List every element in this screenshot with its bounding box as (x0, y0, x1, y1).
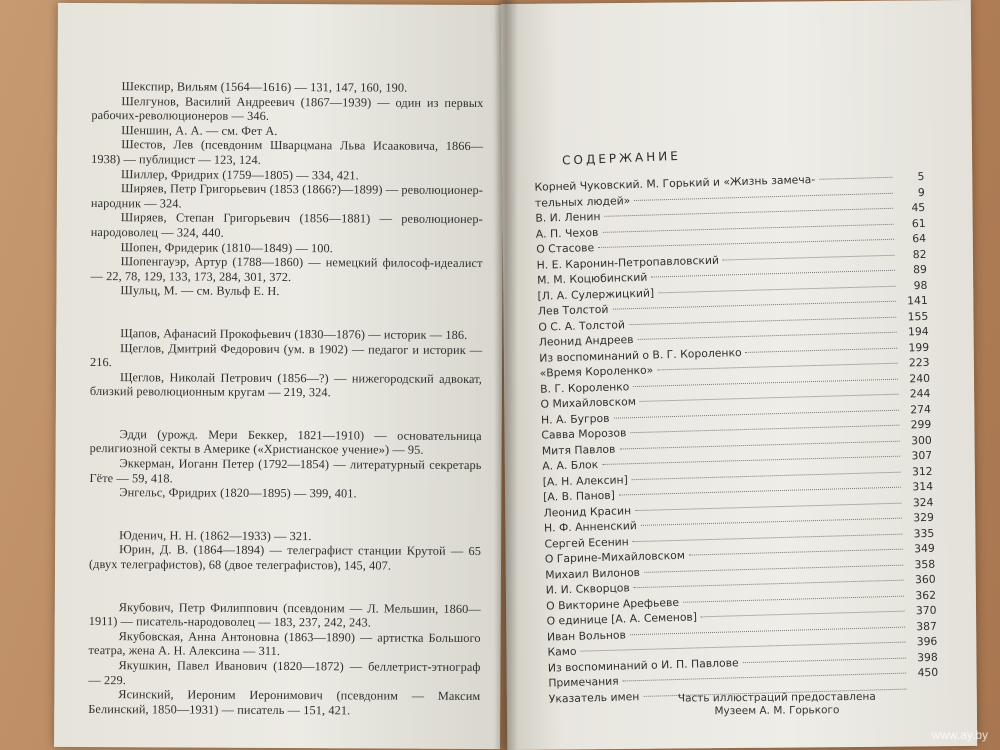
index-entry: Щеглов, Дмитрий Федорович (ум. в 1902) — педагог и историк — 216. (90, 340, 483, 370)
toc-entry-title: О Гарине-Михайловском (544, 548, 686, 566)
toc-leader-dots (623, 673, 907, 682)
name-index (88, 79, 483, 746)
toc-entry-title: Иван Вольнов (546, 627, 627, 644)
toc-page-number: 155 (907, 309, 929, 323)
toc-entry-title: И. И. Скворцов (545, 581, 630, 597)
toc-leader-dots (633, 378, 898, 386)
toc-entry-title: Н. Ф. Анненский (543, 519, 638, 535)
toc-leader-dots (819, 177, 892, 180)
toc-page-number: 223 (908, 355, 930, 370)
toc-entry-title: [А. В. Панов] (542, 488, 616, 504)
toc-entry-title: О единице [А. А. Семенов] (546, 610, 698, 628)
index-entry: Шопен, Фридерик (1810—1849) — 100. (120, 239, 334, 255)
toc-leader-dots (630, 626, 905, 635)
toc-leader-dots (651, 270, 895, 278)
index-entry: Щеглов, Николай Петрович (1856—?) — нижегородский адвокат, близкий революционным кругам — 219, 324. (89, 369, 483, 400)
toc-entry-title: О Михайловском (540, 395, 637, 411)
toc-entry-title: Н. А. Бугров (540, 411, 610, 427)
toc-entry-title: Из воспоминаний о В. Г. Короленко (539, 345, 742, 365)
toc-leader-dots (641, 518, 902, 526)
toc-page-number: 199 (908, 340, 930, 354)
toc-leader-dots (633, 533, 903, 542)
toc-page-number: 45 (911, 200, 926, 215)
index-entry: Шиллер, Фридрих (1759—1805) — 334, 421. (121, 166, 359, 182)
toc-page-number: 194 (907, 324, 929, 339)
toc-page-number: 240 (909, 371, 931, 385)
index-entry: Эккерман, Иоганн Петер (1792—1854) — литературный секретарь Гёте — 59, 418. (89, 456, 482, 486)
index-entry: Шеншин, А. А. — см. Фет А. (121, 122, 278, 138)
index-entry: Юрин, Д. В. (1864—1894) — телеграфист станции Крутой — 65 (двух телеграфистов), 68 (двое телеграфистов), 145, 407. (88, 542, 482, 573)
toc-leader-dots (723, 254, 895, 260)
toc-page-number: 141 (907, 293, 928, 308)
index-entry: Щапов, Афанасий Прокофьевич (1830—1876) — историк — 186. (120, 326, 468, 342)
index-group (88, 600, 481, 719)
toc-page-number: 335 (913, 526, 935, 540)
toc-page-number: 312 (911, 464, 933, 478)
toc-entry-title: Сергей Есенин (544, 534, 629, 551)
book-gutter (494, 0, 518, 750)
toc-entry-title: Из воспоминаний о И. П. Павлове (547, 655, 739, 675)
index-entry: Юденич, Н. Н. (1862—1933) — 321. (119, 528, 312, 544)
toc-page-number: 370 (915, 603, 937, 618)
index-entry: Шульц, М. — см. Вульф Е. Н. (120, 283, 280, 299)
toc-leader-dots (683, 595, 904, 602)
credit-line-2: Музеем А. М. Горького (714, 704, 840, 718)
toc-entry-title: Камо (547, 644, 577, 659)
index-entry: Энгельс, Фридрих (1820—1895) — 399, 401. (119, 485, 357, 501)
index-entry: Шекспир, Вильям (1564—1616) — 131, 147, 160, 190. (121, 79, 408, 95)
toc-entry-title: В. И. Ленин (535, 209, 601, 225)
index-group (89, 427, 481, 502)
toc-leader-dots (640, 394, 899, 402)
toc-leader-dots (612, 301, 895, 310)
toc-page-number: 244 (909, 386, 931, 401)
credit-line-1: Часть иллюстраций предоставлена (677, 690, 876, 705)
toc-title: СОДЕРЖАНИЕ (561, 148, 682, 168)
index-entry: Шопенгауэр, Артур (1788—1860) — немецкий философ-идеалист — 22, 78, 129, 133, 173, 284, 301, 372. (90, 254, 483, 284)
toc-leader-dots (630, 425, 899, 434)
index-entry: Ширяев, Степан Григорьевич (1856—1881) — революционер-народоволец — 324, 440. (90, 210, 483, 240)
toc-page-number: 82 (912, 247, 927, 261)
toc-leader-dots (604, 208, 893, 217)
toc-entry-title: Митя Павлов (541, 442, 616, 458)
toc-entry-title: «Время Короленко» (539, 363, 654, 380)
toc-leader-dots (613, 409, 898, 418)
toc-leader-dots (638, 332, 897, 340)
index-entry: Ширяев, Петр Григорьевич (1853 (1866?)—1899) — революционер-народник — 324. (90, 181, 484, 211)
toc-page-number: 61 (911, 216, 926, 230)
toc-leader-dots (657, 363, 897, 371)
toc-leader-dots (634, 580, 904, 589)
toc-page-number: 362 (915, 588, 937, 602)
toc-leader-dots (629, 316, 896, 324)
toc-leader-dots (644, 564, 903, 572)
toc-entry-title: О С. А. Толстой (538, 317, 626, 334)
index-entry: Шелгунов, Василий Андреевич (1867—1939) — один из первых рабочих-революционеров — 346. (91, 93, 484, 124)
index-entry: Эдди (урожд. Мери Беккер, 1821—1910) — основательница религиозной секты в Америке («Христианское учение») — 95. (89, 427, 482, 458)
toc-entry-title: тельных людей» (534, 193, 631, 210)
toc-page-number: 64 (912, 231, 927, 246)
toc-page-number: 314 (912, 479, 934, 494)
watermark: www.ay.by (931, 728, 988, 742)
right-page (501, 0, 977, 750)
toc-entry-title: О Викторине Арефьеве (546, 595, 680, 613)
toc-leader-dots (701, 611, 904, 618)
toc-list (534, 169, 939, 707)
toc-page-number: 450 (917, 665, 939, 680)
toc-entry-title: Н. Е. Каронин-Петропавловский (536, 253, 720, 272)
toc-page-number: 396 (916, 634, 938, 649)
index-entry: Якубович, Петр Филиппович (псевдоним — Л. Мельшин, 1860—1911) — писатель-народоволец — 183, 237, 242, 243. (88, 599, 481, 630)
toc-leader-dots (632, 471, 901, 480)
toc-entry-title: Леонид Андреев (538, 333, 634, 349)
index-group (90, 79, 483, 300)
toc-leader-dots (598, 239, 894, 248)
toc-entry-title: Лев Толстой (537, 302, 609, 318)
toc-leader-dots (602, 223, 893, 232)
toc-entry-title: Савва Морозов (541, 426, 627, 442)
toc-leader-dots (602, 456, 900, 465)
table-of-contents (534, 148, 939, 706)
toc-page-number: 360 (914, 572, 936, 587)
toc-leader-dots (634, 192, 893, 200)
index-entry: Шестов, Лев (псевдоним Шварцмана Льва Исааковича, 1866—1938) — публицист — 123, 124. (91, 137, 484, 167)
toc-page-number: 299 (910, 417, 932, 432)
toc-page-number: 274 (910, 402, 932, 416)
toc-page-number: 358 (914, 557, 936, 571)
toc-entry-title: [А. Н. Алексин] (542, 472, 628, 489)
index-entry: Ясинский, Иероним Иеронимович (псевдоним — Максим Белинский, 1850—1931) — писатель — 151, 421. (88, 687, 481, 718)
toc-page-number: 324 (912, 495, 934, 509)
index-entry: Якушкин, Павел Иванович (1820—1872) — беллетрист-этнограф — 229. (88, 658, 481, 687)
toc-leader-dots (658, 285, 895, 293)
index-group (90, 326, 482, 401)
toc-leader-dots (619, 440, 899, 449)
toc-leader-dots (581, 642, 906, 652)
toc-page-number: 387 (916, 619, 938, 633)
toc-page-number: 300 (910, 433, 932, 447)
toc-entry-title: Корней Чуковский. М. Горький и «Жизнь замеча- (534, 172, 816, 194)
toc-page-number (911, 691, 939, 692)
toc-leader-dots (635, 502, 901, 510)
toc-page-number: 98 (913, 278, 928, 292)
toc-page-number: 89 (913, 262, 928, 277)
illustration-credit (647, 691, 907, 719)
toc-entry-title: [Л. А. Сулержицкий] (537, 285, 655, 303)
toc-leader-dots (689, 549, 903, 556)
toc-page-number: 349 (913, 541, 935, 556)
toc-page-number: 329 (913, 510, 935, 525)
toc-entry-title: Леонид Красин (543, 503, 632, 520)
toc-page-number: 9 (917, 185, 925, 199)
index-group (89, 528, 481, 574)
toc-entry-title: Указатель имен (548, 689, 640, 706)
toc-entry-title: М. М. Коцюбинский (536, 270, 648, 287)
left-page (54, 3, 504, 749)
toc-page-number: 398 (916, 650, 938, 664)
toc-entry-title: Примечания (548, 674, 619, 690)
toc-leader-dots (746, 347, 898, 352)
toc-entry-title: А. П. Чехов (535, 225, 599, 241)
toc-entry-title: В. Г. Короленко (539, 379, 630, 396)
toc-page-number: 307 (911, 448, 933, 463)
toc-entry-title: Михаил Вилонов (545, 565, 641, 582)
toc-entry-title: О Стасове (536, 241, 595, 256)
toc-entry-title: А. А. Блок (542, 458, 599, 473)
toc-leader-dots (743, 657, 906, 663)
toc-leader-dots (619, 487, 901, 496)
index-entry: Якубовская, Анна Антоновна (1863—1890) — артистка Большого театра, жена А. Н. Алексина — 311. (88, 628, 481, 659)
toc-page-number: 5 (917, 169, 925, 184)
